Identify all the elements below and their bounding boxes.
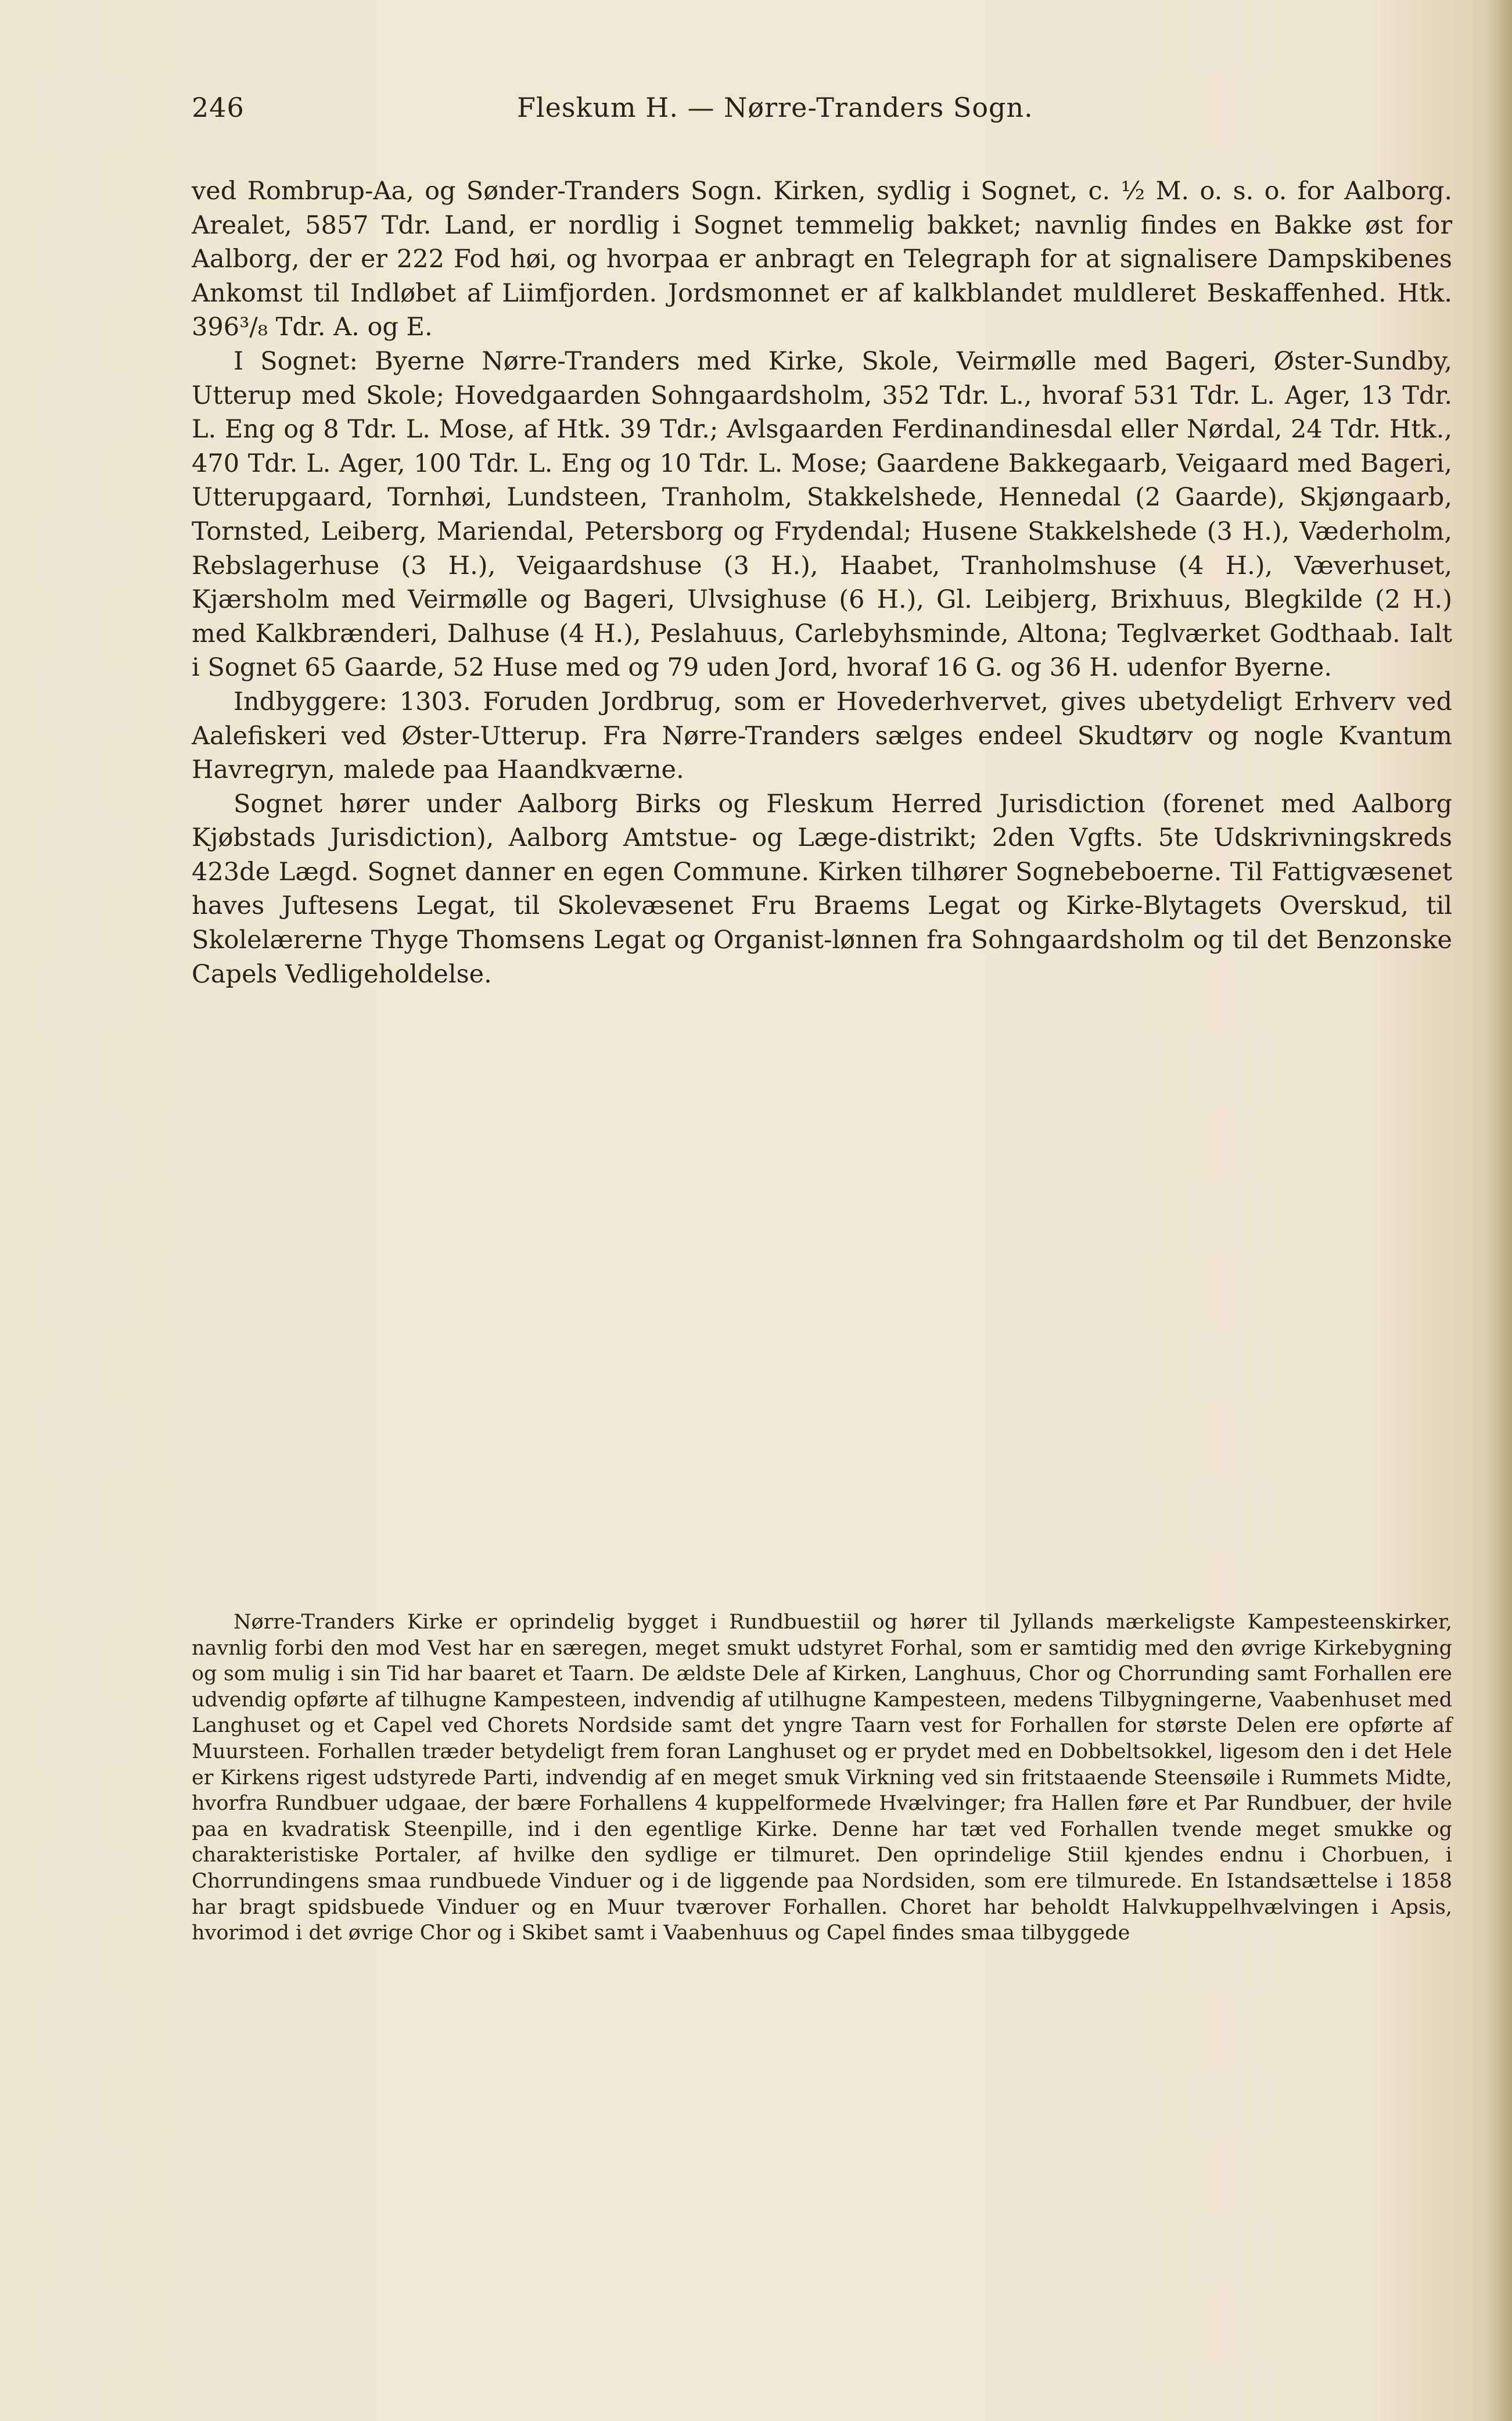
main-text (192, 174, 1452, 991)
footnote-block (192, 1609, 1452, 1946)
page-edge (1483, 0, 1512, 2421)
paragraph: ved Rombrup-Aa, og Sønder-Tranders Sogn. Kirken, sydlig i Sognet, c. ½ M. o. s. o. for Aalborg. Arealet, 5857 Tdr. Land, er nordlig i Sognet temmelig bakket; navnlig findes en Bakke øst for Aalborg, der er 222 Fod høi, og hvorpaa er anbragt en Telegraph for at signalisere Dampskibenes Ankomst til Indløbet af Liimfjorden. Jordsmonnet er af kalkblandet muldleret Beskaffenhed. Htk. 396³/₈ Tdr. A. og E. (192, 177, 1452, 342)
page-number: 246 (192, 92, 245, 123)
paragraph: I Sognet: Byerne Nørre-Tranders med Kirke, Skole, Veirmølle med Bageri, Øster-Sundby, Utterup med Skole; Hovedgaarden Sohngaardsholm, 352 Tdr. L., hvoraf 531 Tdr. L. Ager, 13 Tdr. L. Eng og 8 Tdr. L. Mose, af Htk. 39 Tdr.; Avlsgaarden Ferdinandinesdal eller Nørdal, 24 Tdr. Htk., 470 Tdr. L. Ager, 100 Tdr. L. Eng og 10 Tdr. L. Mose; Gaardene Bakkegaarb, Veigaard med Bageri, Utterupgaard, Tornhøi, Lundsteen, Tranholm, Stakkelshede, Hennedal (2 Gaarde), Skjøngaarb, Tornsted, Leiberg, Mariendal, Petersborg og Frydendal; Husene Stakkelshede (3 H.), Væderholm, Rebslagerhuse (3 H.), Veigaardshuse (3 H.), Haabet, Tranholmshuse (4 H.), Væverhuset, Kjærsholm med Veirmølle og Bageri, Ulvsighuse (6 H.), Gl. Leibjerg, Brixhuus, Blegkilde (2 H.) med Kalkbrænderi, Dalhuse (4 H.), Peslahuus, Carlebyhsminde, Altona; Teglværket Godthaab. Ialt i Sognet 65 Gaarde, 52 Huse med og 79 uden Jord, hvoraf 16 G. og 36 H. udenfor Byerne. (192, 346, 1452, 683)
paragraph: Indbyggere: 1303. Foruden Jordbrug, som er Hovederhvervet, gives ubetydeligt Erhverv ved Aalefiskeri ved Øster-Utterup. Fra Nørre-Tranders sælges endeel Skudtørv og nogle Kvantum Havregryn, malede paa Haandkværne. (192, 687, 1452, 785)
footnote-text: Nørre-Tranders Kirke er oprindelig bygget i Rundbuestiil og hører til Jyllands mærkeligste Kampesteenskirker, navnlig forbi den mod Vest har en særegen, meget smukt udstyret Forhal, som er samtidig med den øvrige Kirkebygning og som mulig i sin Tid har baaret et Taarn. De ældste Dele af Kirken, Langhuus, Chor og Chorrunding samt Forhallen ere udvendig opførte af tilhugne Kampesteen, indvendig af utilhugne Kampesteen, medens Tilbygningerne, Vaabenhuset med Langhuset og et Capel ved Chorets Nordside samt det yngre Taarn vest for Forhallen for største Delen ere opførte af Muursteen. Forhallen træder betydeligt frem foran Langhuset og er prydet med en Dobbeltsokkel, ligesom den i det Hele er Kirkens rigest udstyrede Parti, indvendig af en meget smuk Virkning ved sin fritstaaende Steensøile i Rummets Midte, hvorfra Rundbuer udgaae, der bære Forhallens 4 kuppelformede Hvælvinger; fra Hallen føre et Par Rundbuer, der hvile paa en kvadratisk Steenpille, ind i den egentlige Kirke. Denne har tæt ved Forhallen tvende meget smukke og charakteristiske Portaler, af hvilke den sydlige er tilmuret. Den oprindelige Stiil kjendes endnu i Chorbuen, i Chorrundingens smaa rundbuede Vinduer og i de liggende paa Nordsiden, som ere tilmurede. En Istandsættelse i 1858 har bragt spidsbuede Vinduer og en Muur tværover Forhallen. Choret har beholdt Halvkuppelhvælvingen i Apsis, hvorimod i det øvrige Chor og i Skibet samt i Vaabenhuus og Capel findes smaa tilbyggede (192, 1611, 1452, 1945)
paragraph: Sognet hører under Aalborg Birks og Fleskum Herred Jurisdiction (forenet med Aalborg Kjøbstads Jurisdiction), Aalborg Amtstue- og Læge-distrikt; 2den Vgfts. 5te Udskrivningskreds 423de Lægd. Sognet danner en egen Commune. Kirken tilhører Sognebeboerne. Til Fattigvæsenet haves Juftesens Legat, til Skolevæsenet Fru Braems Legat og Kirke-Blytagets Overskud, til Skolelærerne Thyge Thomsens Legat og Organist-lønnen fra Sohngaardsholm og til det Benzonske Capels Vedligeholdelse. (192, 789, 1452, 989)
running-title: Fleskum H. — Nørre-Tranders Sogn. (517, 92, 1033, 123)
running-header (192, 92, 1098, 132)
